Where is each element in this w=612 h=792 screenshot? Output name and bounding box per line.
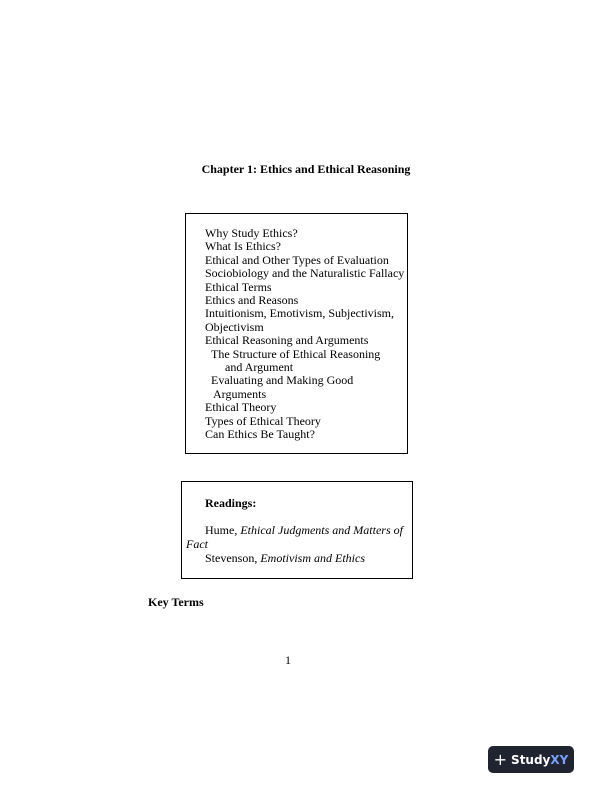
contents-item: Can Ethics Be Taught? xyxy=(205,427,315,442)
reading-item xyxy=(205,551,365,565)
brand-name-part2: XY xyxy=(550,752,569,767)
contents-item: Why Study Ethics? xyxy=(205,226,298,240)
studyxy-badge[interactable] xyxy=(488,746,574,773)
contents-item: Sociobiology and the Naturalistic Fallacy xyxy=(205,266,405,281)
contents-item: Types of Ethical Theory xyxy=(205,413,321,428)
reading-title-continuation: Fact xyxy=(186,537,208,551)
readings-heading: Readings: xyxy=(205,496,257,510)
reading-title: Ethical Judgments and Matters of xyxy=(240,523,403,537)
readings-box xyxy=(181,481,413,579)
reading-author: Stevenson, xyxy=(205,551,261,565)
contents-item: Ethical Theory xyxy=(205,400,277,415)
contents-box xyxy=(185,213,408,454)
reading-title: Emotivism and Ethics xyxy=(260,551,365,565)
contents-list xyxy=(205,227,404,442)
contents-item: Ethical and Other Types of Evaluation xyxy=(205,252,389,267)
contents-subitem: The Structure of Ethical Reasoning xyxy=(211,346,381,361)
contents-item: Ethical Reasoning and Arguments xyxy=(205,333,369,348)
contents-subitem: and Argument xyxy=(225,360,294,375)
chapter-title: Chapter 1: Ethics and Ethical Reasoning xyxy=(201,162,411,176)
page-number: 1 xyxy=(285,653,291,667)
contents-item: Objectivism xyxy=(205,319,264,334)
contents-item: Ethical Terms xyxy=(205,279,272,294)
contents-item: What Is Ethics? xyxy=(205,239,281,254)
contents-item: Intuitionism, Emotivism, Subjectivism, xyxy=(205,306,395,321)
contents-subitem: Arguments xyxy=(213,386,267,401)
brand-name-part1: Study xyxy=(511,752,551,767)
reading-author: Hume, xyxy=(205,523,241,537)
reading-item xyxy=(205,523,403,537)
key-terms-heading: Key Terms xyxy=(148,595,204,609)
contents-item: Ethics and Reasons xyxy=(205,293,299,308)
contents-subitem: Evaluating and Making Good xyxy=(211,373,354,388)
plus-icon: + xyxy=(493,749,508,769)
brand-name xyxy=(511,753,568,767)
